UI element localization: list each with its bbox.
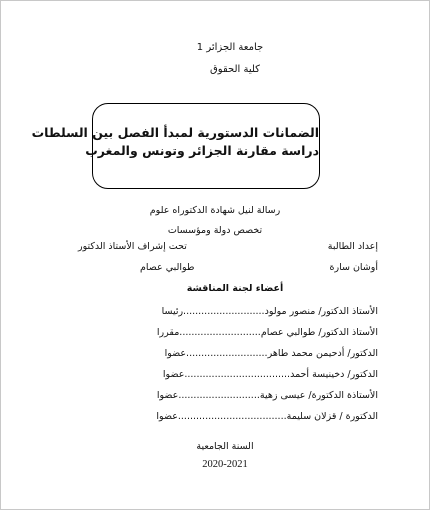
- member-name: الأستاذ الدكتور/ منصور مولود: [264, 306, 378, 317]
- committee-member-row: [68, 306, 378, 318]
- specialty: تخصص دولة ومؤسسات: [167, 225, 263, 236]
- academic-year-label: السنة الجامعية: [196, 441, 254, 452]
- member-role: رئيسا: [161, 306, 184, 317]
- thesis-title-box: [31, 103, 320, 189]
- member-name: الدكتور/ أدحيمن محمد طاهر: [267, 348, 378, 359]
- academic-year: 2020-2021: [202, 459, 248, 470]
- member-dots: ....................................: [177, 411, 287, 422]
- member-role: عضوا: [156, 411, 178, 422]
- member-dots: ...........................: [186, 348, 268, 359]
- member-dots: ...........................: [183, 306, 265, 317]
- supervisor-name: طوالبي عصام: [140, 262, 195, 273]
- committee-member-row: [68, 369, 378, 381]
- member-role: عضوا: [162, 369, 185, 380]
- committee-member-row: [68, 411, 378, 423]
- member-name: الأستاذ الدكتور/ طوالبي عصام: [260, 327, 378, 338]
- supervisor-label: تحت إشراف الأستاذ الدكتور: [78, 241, 187, 252]
- university-name: جامعة الجزائر 1: [196, 42, 264, 53]
- member-role: عضوا: [156, 390, 179, 401]
- member-role: مقررا: [156, 327, 180, 338]
- member-dots: ...........................: [179, 327, 261, 338]
- thesis-type: رسالة لنيل شهادة الدكتوراه علوم: [149, 205, 281, 216]
- member-dots: ...........................: [178, 390, 260, 401]
- member-dots: ...................................: [184, 369, 291, 380]
- student-label: إعداد الطالبة: [327, 241, 378, 252]
- thesis-title-line-1: الضمانات الدستورية لمبدأ الفصل بين السلطات: [31, 125, 319, 140]
- committee-member-row: [68, 348, 378, 360]
- committee-heading: أعضاء لجنة المناقشة: [186, 283, 284, 294]
- committee-member-row: [68, 390, 378, 402]
- member-role: عضوا: [164, 348, 187, 359]
- committee-member-row: [68, 327, 378, 339]
- member-name: الدكتورة / قزلان سليمة: [286, 411, 378, 422]
- thesis-title-line-2: دراسة مقارنة الجزائر وتونس والمغرب: [85, 143, 319, 158]
- member-name: الدكتور/ دخينيسة أحمد: [290, 369, 378, 380]
- student-name: أوشان سارة: [329, 262, 378, 273]
- faculty-name: كلية الحقوق: [210, 64, 260, 75]
- member-name: الأستاذة الدكتورة/ عيسى زهية: [259, 390, 378, 401]
